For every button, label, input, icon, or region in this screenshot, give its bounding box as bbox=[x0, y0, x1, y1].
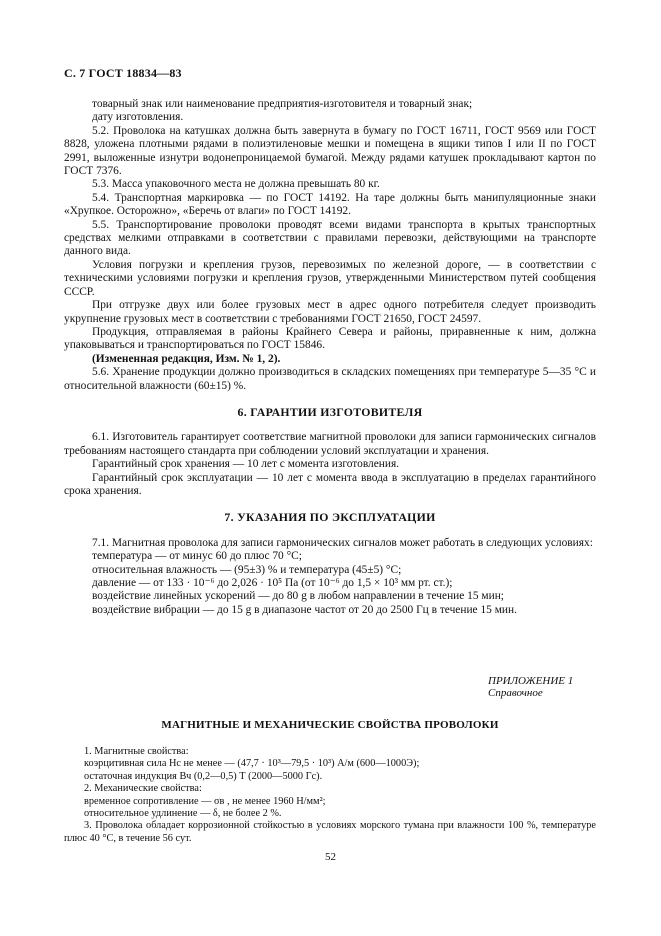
condition-item: воздействие линейных ускорений — до 80 g в любом направлении в течение 15 мин; bbox=[92, 590, 504, 603]
appendix-line: относительное удлинение — δ, не более 2 %. bbox=[84, 808, 282, 820]
paragraph: Гарантийный срок хранения — 10 лет с момента изготовления. bbox=[92, 458, 400, 471]
clause-5-5: 5.5. Транспортирование проволоки проводят всеми видами транспорта в крытых транспортных средствах мелкими отправками в соответствии с правилами перевозки, действующими на транспорте данного вида. bbox=[64, 218, 596, 258]
appendix-label-block bbox=[488, 675, 598, 699]
appendix-sublabel: Справочное bbox=[488, 687, 543, 699]
revision-note: (Измененная редакция, Изм. № 1, 2). bbox=[92, 352, 281, 365]
appendix-line: 2. Механические свойства: bbox=[84, 783, 202, 795]
section-6-title: 6. ГАРАНТИИ ИЗГОТОВИТЕЛЯ bbox=[237, 404, 423, 419]
paragraph: Условия погрузки и крепления грузов, перевозимых по железной дороге, — в соответствии с техническими условиями погрузки и крепления грузов, утвержденными Министерством путей сообщения СССР. bbox=[64, 258, 596, 298]
paragraph: дату изготовления. bbox=[92, 111, 184, 124]
clause-5-4: 5.4. Транспортная маркировка — по ГОСТ 14192. На таре должны быть манипуляционные знаки «Хрупкое. Осторожно», «Беречь от влаги» по ГОСТ 14192. bbox=[64, 191, 596, 218]
condition-item: относительная влажность — (95±3) % и температура (45±5) °С; bbox=[92, 563, 402, 576]
appendix-title: МАГНИТНЫЕ И МЕХАНИЧЕСКИЕ СВОЙСТВА ПРОВОЛОКИ bbox=[161, 719, 499, 731]
paragraph: Гарантийный срок эксплуатации — 10 лет с момента ввода в эксплуатацию в пределах гарантийного срока хранения. bbox=[64, 471, 596, 497]
appendix-line: временное сопротивление — σв , не менее 1960 Н/мм²; bbox=[84, 795, 326, 807]
appendix-line: коэрцитивная сила Hc не менее — (47,7 · 10³—79,5 · 10³) А/м (600—1000Э); bbox=[84, 758, 420, 770]
clause-7-1: 7.1. Магнитная проволока для записи гармонических сигналов может работать в следующих условиях: bbox=[92, 536, 593, 549]
page-number: 52 bbox=[325, 851, 336, 863]
clause-5-6: 5.6. Хранение продукции должно производиться в складских помещениях при температуре 5—35 °С и относительной влажности (60±15) %. bbox=[64, 366, 596, 392]
paragraph: При отгрузке двух или более грузовых мест в адрес одного потребителя следует производить укрупнение грузовых мест в соответствии с требованиями ГОСТ 21650, ГОСТ 24597. bbox=[64, 299, 596, 325]
appendix-line: остаточная индукция Вч (0,2—0,5) Т (2000—5000 Гс). bbox=[84, 770, 323, 782]
condition-item: воздействие вибрации — до 15 g в диапазоне частот от 20 до 2500 Гц в течение 15 мин. bbox=[92, 603, 517, 616]
appendix-text bbox=[64, 746, 596, 845]
clause-5-2: 5.2. Проволока на катушках должна быть завернута в бумагу по ГОСТ 16711, ГОСТ 9569 или ГОСТ 8828, уложена плотными рядами в полиэтиленовые мешки и помещена в ящики типов I или II по ГОСТ 2991, выложенные изнутри водонепроницаемой бумагой. Между рядами катушек прокладывают картон по ГОСТ 7376. bbox=[64, 124, 596, 178]
paragraph: товарный знак или наименование предприятия-изготовителя и товарный знак; bbox=[92, 98, 473, 110]
appendix-line: 1. Магнитные свойства: bbox=[84, 746, 189, 757]
clause-6-1: 6.1. Изготовитель гарантирует соответствие магнитной проволоки для записи гармонических сигналов требованиям настоящего стандарта при соблюдении условий эксплуатации и хранения. bbox=[64, 431, 596, 457]
clause-5-3: 5.3. Масса упаковочного места не должна превышать 80 кг. bbox=[92, 178, 380, 191]
page-header: С. 7 ГОСТ 18834—83 bbox=[64, 66, 182, 80]
condition-item: давление — от 133 · 10⁻⁶ до 2,026 · 10⁵ Па (от 10⁻⁶ до 1,5 × 10³ мм рт. ст.); bbox=[92, 577, 453, 589]
section-7-title: 7. УКАЗАНИЯ ПО ЭКСПЛУАТАЦИИ bbox=[224, 510, 436, 525]
paragraph: Продукция, отправляемая в районы Крайнего Севера и районы, приравненные к ним, должна упаковываться и транспортироваться по ГОСТ 15846. bbox=[64, 325, 596, 352]
appendix-line: 3. Проволока обладает коррозионной стойкостью в условиях морского тумана при влажности 100 %, температуре плюс 40 °С, в течение 56 сут. bbox=[64, 820, 596, 844]
appendix-label: ПРИЛОЖЕНИЕ 1 bbox=[488, 675, 574, 687]
main-text bbox=[64, 98, 596, 617]
condition-item: температура — от минус 60 до плюс 70 °С; bbox=[92, 550, 302, 563]
